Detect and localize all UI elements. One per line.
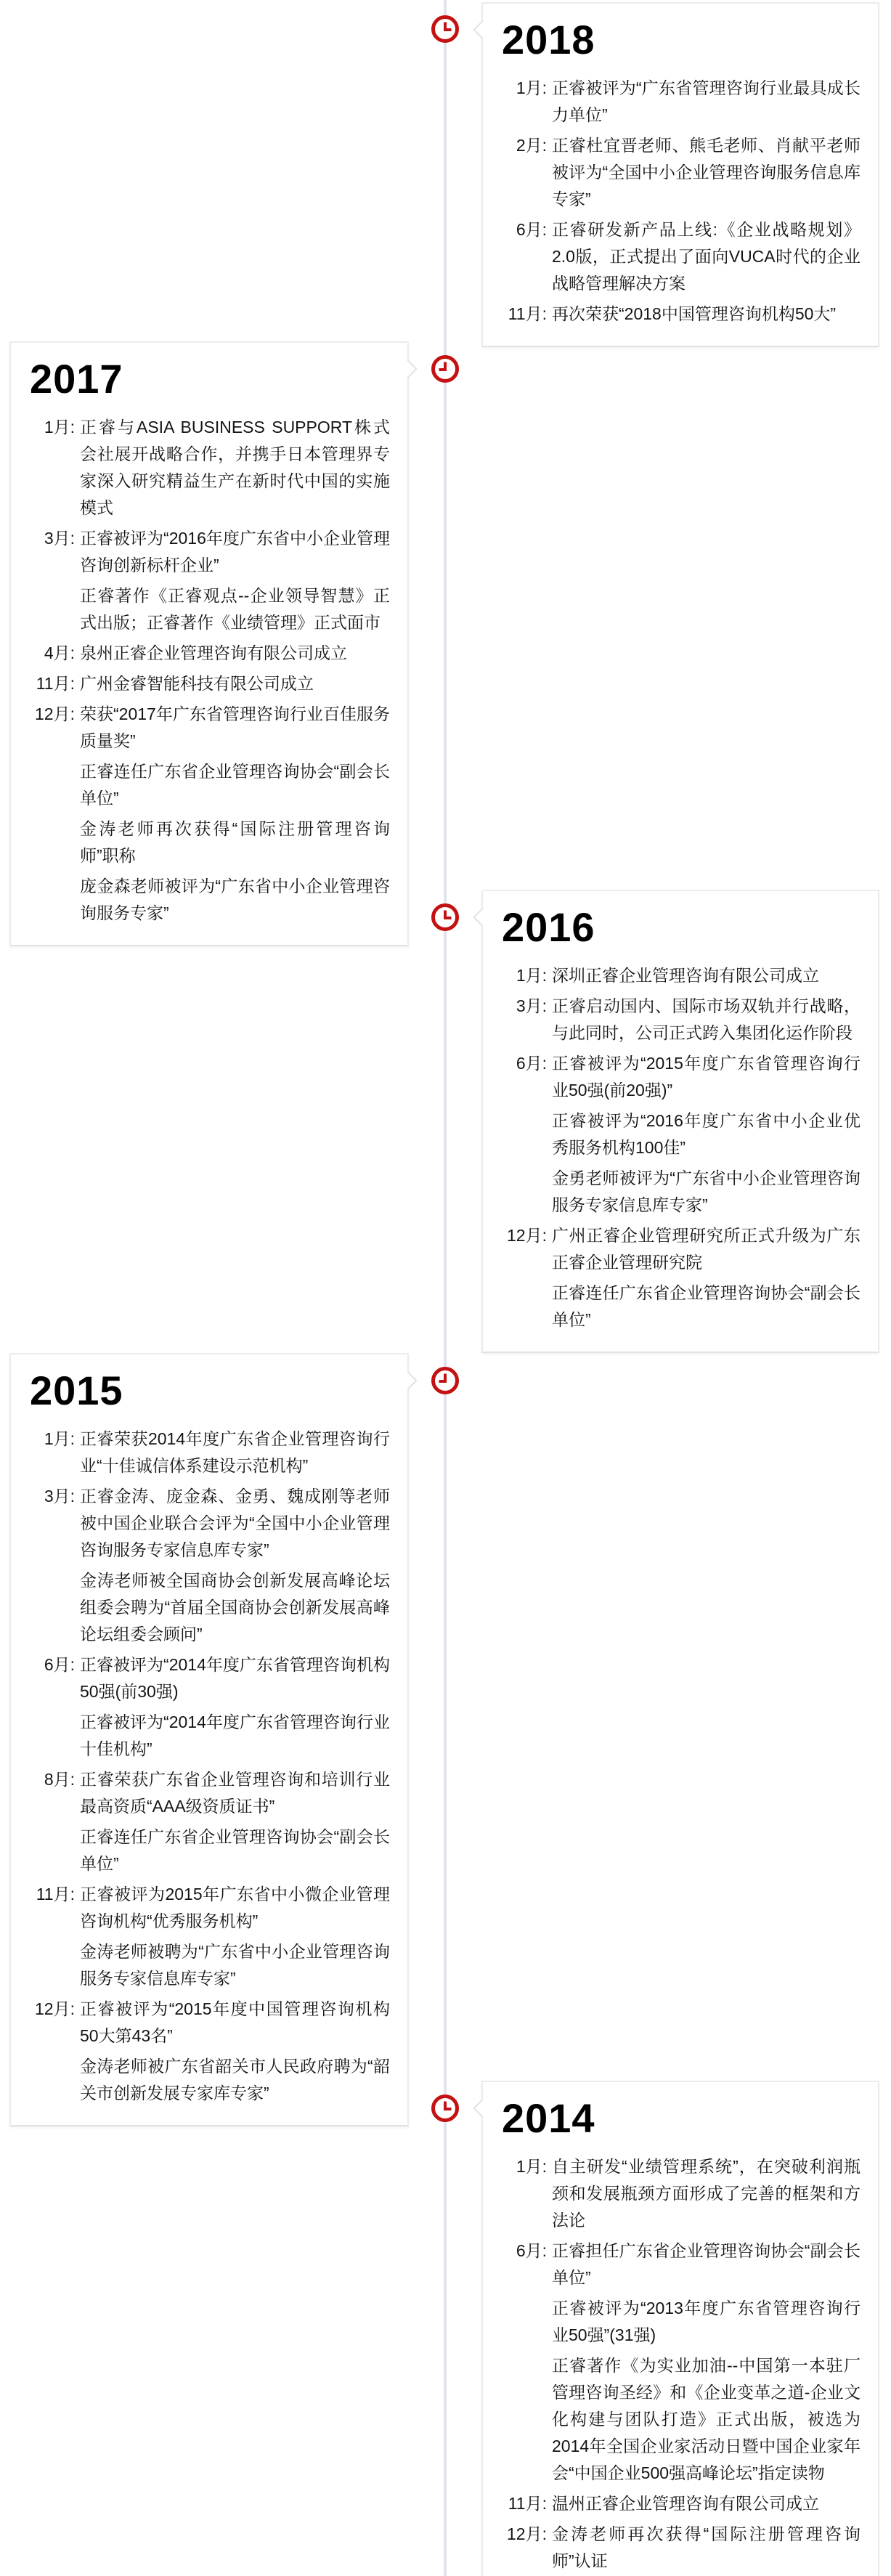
entry-month-label: 3月: (44, 529, 75, 548)
timeline-entry (500, 962, 861, 989)
entry-text: 再次荣获“2018中国管理咨询机构50大” (552, 304, 837, 324)
timeline-entry (500, 301, 861, 328)
clock-icon (431, 1366, 460, 1395)
entry-text: 金涛老师再次获得“国际注册管理咨询师”认证 (552, 2524, 861, 2571)
entry-paragraphs (552, 75, 861, 129)
entry-text: 金涛老师被广东省韶关市人民政府聘为“韶关市创新发展专家库专家” (80, 2057, 390, 2103)
entry-text: 正睿研发新产品上线:《企业战略规划》2.0版，正式提出了面向VUCA时代的企业战略管理解决方案 (552, 220, 861, 293)
entry-month-label: 12月: (35, 1999, 75, 2019)
entry-paragraphs (552, 2238, 861, 2487)
entry-month-label: 8月: (44, 1770, 75, 1789)
year-title: 2014 (502, 2095, 595, 2141)
year-card-2015 (9, 1353, 409, 2126)
year-card-2018 (481, 2, 879, 347)
entry-month-label: 4月: (44, 643, 75, 663)
clock-icon (431, 15, 460, 44)
entry-text: 正睿启动国内、国际市场双轨并行战略，与此同时，公司正式跨入集团化运作阶段 (552, 996, 861, 1043)
entry-text: 正睿著作《为实业加油--中国第一本驻厂管理咨询圣经》和《企业变革之道-企业文化构建与团队打造》正式出版，被选为2014年全国企业家活动日暨中国企业家年会“中国企业500强高峰论坛”指定读物 (552, 2356, 861, 2483)
entry-text: 正睿著作《正睿观点--企业领导智慧》正式出版；正睿著作《业绩管理》正式面市 (80, 586, 390, 633)
entry-month-label: 6月: (516, 220, 547, 240)
entry-text: 正睿被评为“2015年度广东省管理咨询行业50强(前20强)” (552, 1054, 861, 1100)
entry-text: 正睿连任广东省企业管理咨询协会“副会长单位” (80, 1827, 390, 1874)
entry-month-label: 12月: (507, 2524, 547, 2544)
entry-text: 正睿连任广东省企业管理咨询协会“副会长单位” (80, 762, 390, 808)
year-card-2014 (481, 2081, 879, 2576)
entry-month-label: 1月: (516, 78, 547, 98)
entry-month-label: 1月: (44, 1429, 75, 1449)
entry-month-label: 6月: (44, 1655, 75, 1675)
entry-paragraphs (552, 1050, 861, 1219)
entry-text: 正睿被评为“2014年度广东省管理咨询行业十佳机构” (80, 1712, 390, 1759)
entry-text: 金涛老师被聘为“广东省中小企业管理咨询服务专家信息库专家” (80, 1942, 390, 1988)
entry-paragraphs (80, 525, 390, 636)
year-card-2016 (481, 890, 879, 1353)
entry-paragraphs (80, 1996, 390, 2107)
card-arrow (473, 908, 491, 926)
entry-month-label: 11月: (36, 674, 75, 694)
entry-text: 深圳正睿企业管理咨询有限公司成立 (552, 966, 819, 986)
timeline-entry (28, 670, 390, 697)
year-title: 2015 (30, 1368, 123, 1413)
timeline-entry (28, 1426, 390, 1479)
entry-text: 广州正睿企业管理研究所正式升级为广东正睿企业管理研究院 (552, 1226, 861, 1272)
entry-text: 正睿被评为“2016年度广东省中小企业管理咨询创新标杆企业” (80, 529, 390, 575)
entry-text: 荣获“2017年广东省管理咨询行业百佳服务质量奖” (80, 704, 390, 751)
entry-paragraphs (552, 216, 861, 297)
entry-month-label: 3月: (44, 1487, 75, 1506)
entry-month-label: 1月: (44, 418, 75, 437)
entry-text: 正睿被评为“2014年度广东省管理咨询机构50强(前30强) (80, 1655, 390, 1702)
timeline-entry (28, 1766, 390, 1877)
year-title: 2018 (502, 17, 595, 62)
card-arrow (473, 2099, 491, 2117)
entry-text: 正睿被评为“广东省管理咨询行业最具成长力单位” (552, 78, 861, 125)
entry-month-label: 6月: (516, 2241, 547, 2261)
timeline-entry (500, 2490, 861, 2517)
timeline-entry (500, 1050, 861, 1219)
timeline-entry (500, 132, 861, 213)
entry-paragraphs (80, 1651, 390, 1763)
entry-paragraphs (552, 301, 861, 328)
entry-month-label: 1月: (516, 2157, 547, 2177)
entry-text: 庞金森老师被评为“广东省中小企业管理咨询服务专家” (80, 877, 390, 923)
entry-text: 正睿担任广东省企业管理咨询协会“副会长单位” (552, 2241, 861, 2288)
entry-paragraphs (552, 2521, 861, 2575)
entry-paragraphs (552, 1222, 861, 1333)
entry-month-label: 11月: (36, 1885, 75, 1904)
entry-paragraphs (80, 1766, 390, 1877)
timeline-entry (28, 1651, 390, 1763)
year-title: 2017 (30, 356, 123, 402)
entry-text: 正睿被评为2015年广东省中小微企业管理咨询机构“优秀服务机构” (80, 1885, 390, 1931)
entry-month-label: 6月: (516, 1054, 547, 1073)
entry-text: 金涛老师再次获得“国际注册管理咨询师”职称 (80, 819, 390, 866)
timeline-entry (500, 75, 861, 129)
entry-paragraphs (552, 132, 861, 213)
card-arrow (399, 359, 417, 378)
entry-month-label: 1月: (516, 966, 547, 986)
entry-paragraphs (80, 414, 390, 521)
year-card-2017 (9, 341, 409, 946)
entry-month-label: 11月: (508, 2494, 547, 2514)
entry-paragraphs (552, 2490, 861, 2517)
timeline-entry (28, 1881, 390, 1992)
timeline-line (444, 0, 447, 2576)
entry-text: 正睿荣获广东省企业管理咨询和培训行业最高资质“AAA级资质证书” (80, 1770, 390, 1816)
timeline-entry (28, 701, 390, 927)
timeline-entry (28, 1483, 390, 1648)
entry-month-label: 12月: (35, 704, 75, 724)
entry-text: 金涛老师被全国商协会创新发展高峰论坛组委会聘为“首届全国商协会创新发展高峰论坛组委会顾问” (80, 1571, 390, 1644)
timeline-entry (500, 1222, 861, 1333)
timeline-entry (28, 640, 390, 667)
year-title: 2016 (502, 904, 595, 950)
clock-icon (431, 354, 460, 383)
entry-paragraphs (80, 1881, 390, 1992)
entry-text: 温州正睿企业管理咨询有限公司成立 (552, 2494, 819, 2514)
entry-text: 正睿荣获2014年度广东省企业管理咨询行业“十佳诚信体系建设示范机构” (80, 1429, 390, 1476)
timeline-entry (28, 525, 390, 636)
timeline-entry (500, 2153, 861, 2234)
timeline-entry (500, 216, 861, 297)
timeline-entry (28, 1996, 390, 2107)
entry-month-label: 2月: (516, 136, 547, 155)
entry-paragraphs (552, 2153, 861, 2234)
card-arrow (399, 1371, 417, 1389)
entry-text: 泉州正睿企业管理咨询有限公司成立 (80, 643, 347, 663)
clock-icon (431, 2094, 460, 2123)
entry-paragraphs (552, 962, 861, 989)
entry-paragraphs (80, 640, 390, 667)
entry-month-label: 11月: (508, 304, 547, 324)
clock-icon (431, 903, 460, 932)
entry-paragraphs (80, 1483, 390, 1648)
timeline-entry (28, 414, 390, 521)
entry-text: 广州金睿智能科技有限公司成立 (80, 674, 314, 694)
entry-text: 自主研发“业绩管理系统”，在突破利润瓶颈和发展瓶颈方面形成了完善的框架和方法论 (552, 2157, 861, 2230)
entry-paragraphs (80, 1426, 390, 1479)
entry-text: 正睿被评为“2013年度广东省管理咨询行业50强”(31强) (552, 2299, 861, 2345)
entry-month-label: 12月: (507, 1226, 547, 1246)
entry-text: 正睿被评为“2016年度广东省中小企业优秀服务机构100佳” (552, 1111, 861, 1158)
card-arrow (473, 20, 491, 38)
timeline-entry (500, 993, 861, 1047)
entry-text: 金勇老师被评为“广东省中小企业管理咨询服务专家信息库专家” (552, 1169, 861, 1215)
entry-text: 正睿连任广东省企业管理咨询协会“副会长单位” (552, 1283, 861, 1330)
timeline-entry (500, 2238, 861, 2487)
entry-paragraphs (80, 701, 390, 927)
timeline-entry (500, 2521, 861, 2575)
entry-text: 正睿金涛、庞金森、金勇、魏成刚等老师被中国企业联合会评为“全国中小企业管理咨询服务专家信息库专家” (80, 1487, 390, 1560)
entry-text: 正睿被评为“2015年度中国管理咨询机构50大第43名” (80, 1999, 390, 2046)
entry-paragraphs (552, 993, 861, 1047)
entry-text: 正睿与ASIA BUSINESS SUPPORT株式会社展开战略合作，并携手日本管理界专家深入研究精益生产在新时代中国的实施模式 (80, 418, 390, 518)
entry-month-label: 3月: (516, 996, 547, 1016)
entry-paragraphs (80, 670, 390, 697)
entry-text: 正睿杜宜晋老师、熊毛老师、肖献平老师被评为“全国中小企业管理咨询服务信息库专家” (552, 136, 861, 209)
